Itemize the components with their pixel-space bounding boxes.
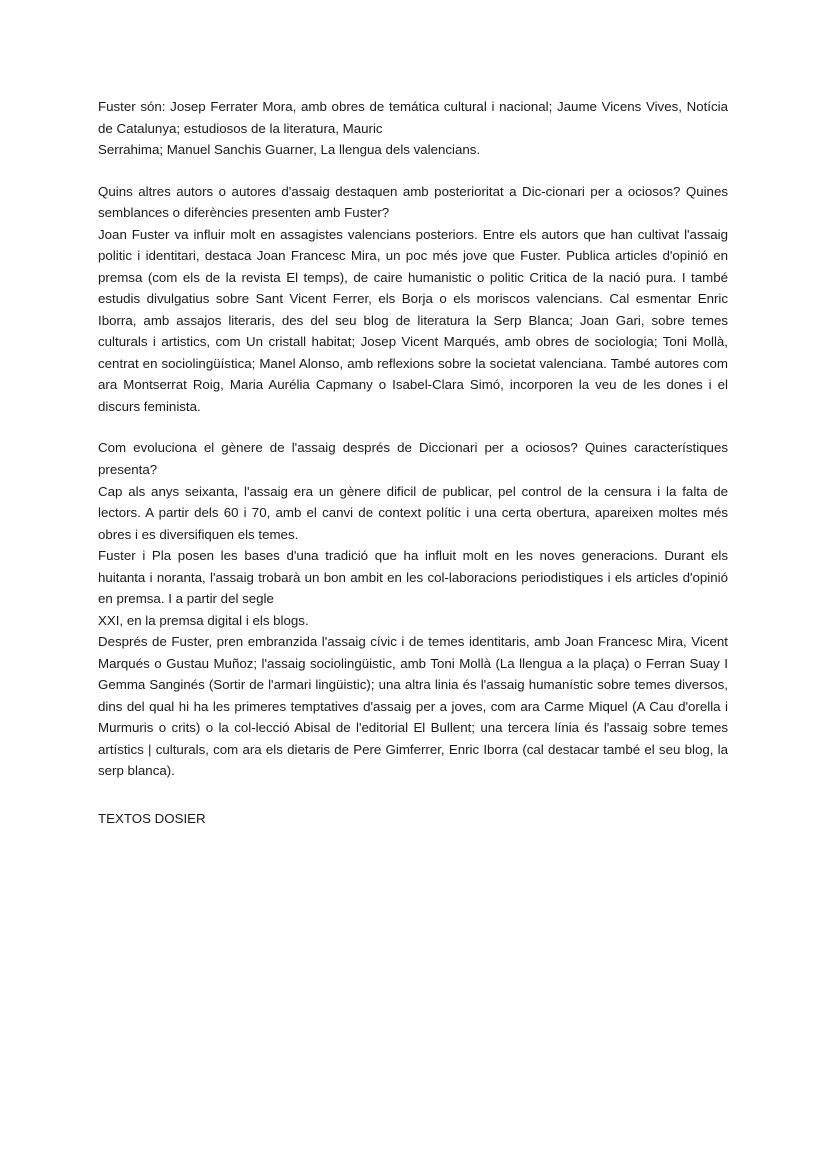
paragraph-spacer [98,161,728,181]
question-2: Com evoluciona el gènere de l'assaig després de Diccionari per a ociosos? Quines característiques presenta? [98,440,728,477]
footer-heading: TEXTOS DOSIER [98,810,206,826]
answer-2-part-3: Després de Fuster, pren embranzida l'assaig cívic i de temes identitaris, amb Joan Francesc Mira, Vicent Marqués o Gustau Muñoz; l'assaig sociolingüistic, amb Toni Mollà (La llengua a la plaça) o Ferran Suay I Gemma Sanginés (Sortir de l'armari lingüistic); una altra linia és l'assaig humanístic sobre temes diversos, dins del qual hi ha les primeres temptatives d'assaig per a joves, com ara Carme Miquel (A Cau d'orella i Murmuris o crits) o la col-lecció Abisal de l'editorial El Bullent; una tercera línia és l'assaig sobre temes artístics | culturals, com ara els dietaris de Pere Gimferrer, Enric Iborra (cal destacar també el seu blog, la serp blanca). [98,634,728,779]
answer-2-part-1: Cap als anys seixanta, l'assaig era un gènere dificil de publicar, pel control de la censura i la falta de lectors. A partir dels 60 i 70, amb el canvi de context polític i una certa obertura, apareixen moltes més obres i es diversifiquen els temes. [98,483,728,542]
document-body [98,96,728,829]
answer-1: Joan Fuster va influir molt en assagistes valencians posteriors. Entre els autors que han cultivat l'assaig politic i identitari, destaca Joan Francesc Mira, un poc més jove que Fuster. Publica articles d'opinió en premsa (com els de la revista El temps), de caire humanistic o politic Critica de la nació pura. I també estudis divulgatius sobre Sant Vicent Ferrer, els Borja o els moriscos valencians. Cal esmentar Enric Iborra, amb assajos literaris, des del seu blog de literatura la Serp Blanca; Joan Gari, sobre temes culturals i artistics, com Un cristall habitat; Josep Vicent Marqués, amb obres de sociologia; Toni Mollà, centrat en sociolingüística; Manel Alonso, amb reflexions sobre la societat valenciana. També autores com ara Montserrat Roig, Maria Aurélia Capmany o Isabel-Clara Simó, incorporen la veu de les dones i el discurs feminista. [98,226,728,414]
answer-2-part-2-continuation: XXI, en la premsa digital i els blogs. [98,612,309,628]
paragraph-spacer-2 [98,417,728,437]
paragraph-1-continuation: Serrahima; Manuel Sanchis Guarner, La llengua dels valencians. [98,142,481,158]
question-1: Quins altres autors o autores d'assaig destaquen amb posterioritat a Dic-cionari per a ociosos? Quines semblances o diferències presenten amb Fuster? [98,183,728,221]
paragraph-1: Fuster són: Josep Ferrater Mora, amb obres de temática cultural i nacional; Jaume Vicens Vives, Notícia de Catalunya; estudiosos de la literatura, Mauric [98,99,728,136]
answer-2-part-2: Fuster i Pla posen les bases d'una tradició que ha influit molt en les noves generacions. Durant els huitanta i noranta, l'assaig trobarà un bon ambit en les col-laboracions periodistiques i els articles d'opinió en premsa. I a partir del segle [98,548,728,607]
